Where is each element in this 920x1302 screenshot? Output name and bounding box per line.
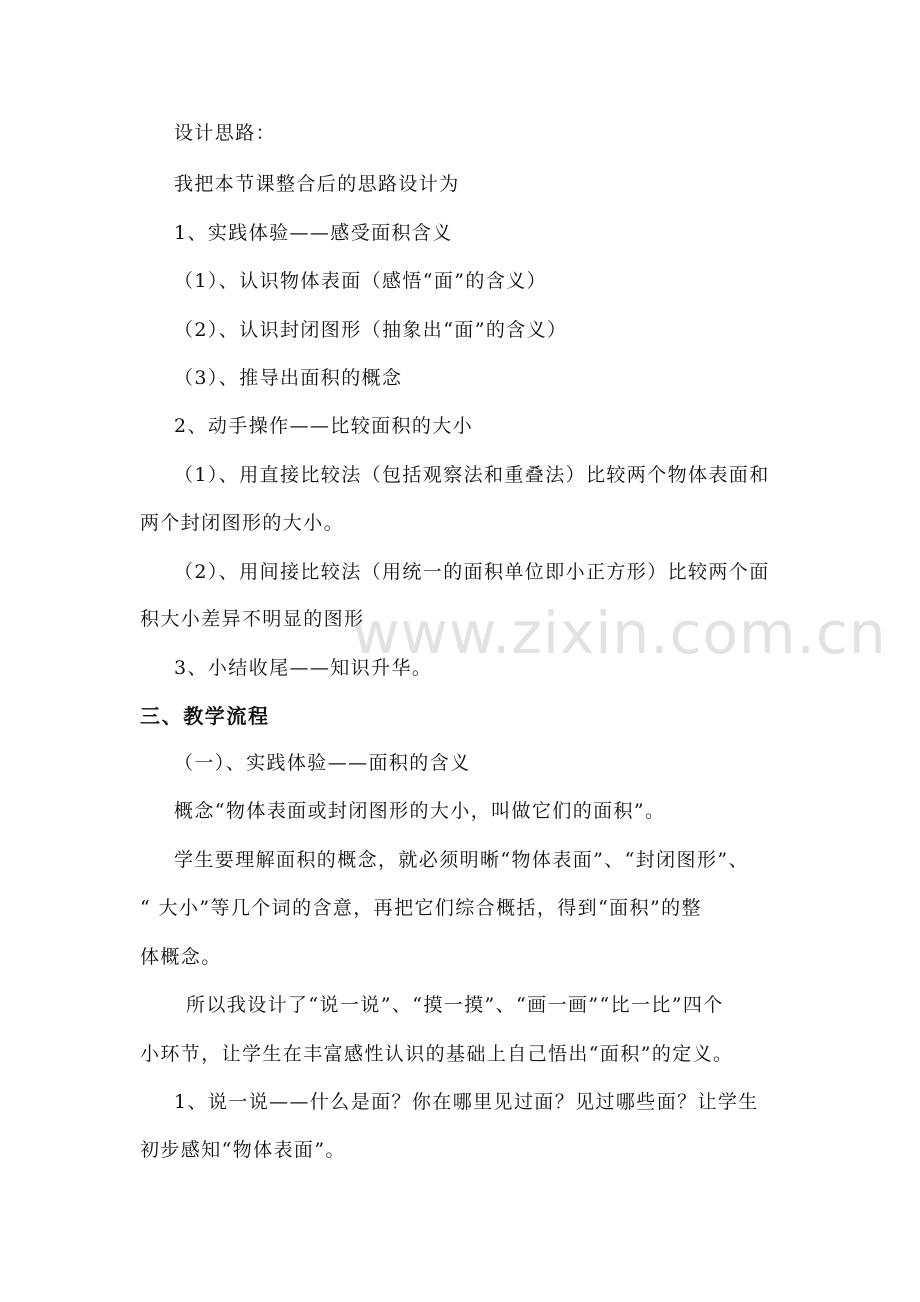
paragraph-say-line1: 1、说一说——什么是面？你在哪里见过面？见过哪些面？让学生 (174, 1091, 759, 1113)
list-subitem-1-3: （3）、推导出面积的概念 (174, 367, 403, 389)
list-item-1: 1、实践体验——感受面积含义 (174, 222, 453, 244)
list-subitem-2-2-line2: 积大小差异不明显的图形 (140, 608, 365, 630)
section-heading-teaching-process: 三、教学流程 (140, 704, 270, 728)
list-subitem-1-1: （1）、认识物体表面（感悟“面”的含义） (174, 270, 548, 292)
section-label-design-idea: 设计思路： (174, 122, 277, 144)
paragraph-understanding-line2: “ 大小”等几个词的含意，再把它们综合概括，得到“面积”的整 (140, 897, 702, 919)
list-subitem-2-2-line1: （2）、用间接比较法（用统一的面积单位即小正方形）比较两个面 (174, 561, 770, 583)
list-subitem-2-1-line1: （1）、用直接比较法（包括观察法和重叠法）比较两个物体表面和 (174, 464, 770, 486)
watermark: www.zixin.com.cn (352, 599, 887, 667)
paragraph-say-line2: 初步感知“物体表面”。 (140, 1139, 346, 1161)
subsection-heading-1: （一）、实践体验——面积的含义 (174, 752, 471, 774)
paragraph-design-line1: 所以我设计了“说一说”、“摸一摸”、“画一画”“比一比”四个 (186, 994, 724, 1016)
paragraph-design-line2: 小环节，让学生在丰富感性认识的基础上自己悟出“面积”的定义。 (140, 1043, 734, 1065)
list-item-3: 3、小结收尾——知识升华。 (174, 657, 433, 679)
paragraph-understanding-line1: 学生要理解面积的概念，就必须明晰“物体表面”、“封闭图形”、 (174, 849, 749, 871)
paragraph-concept: 概念“物体表面或封闭图形的大小，叫做它们的面积”。 (174, 800, 666, 822)
paragraph-understanding-line3: 体概念。 (140, 946, 222, 968)
list-item-2: 2、动手操作——比较面积的大小 (174, 415, 474, 437)
list-subitem-2-1-line2: 两个封闭图形的大小。 (140, 512, 345, 534)
paragraph-intro: 我把本节课整合后的思路设计为 (174, 173, 460, 195)
list-subitem-1-2: （2）、认识封闭图形（抽象出“面”的含义） (174, 319, 568, 341)
